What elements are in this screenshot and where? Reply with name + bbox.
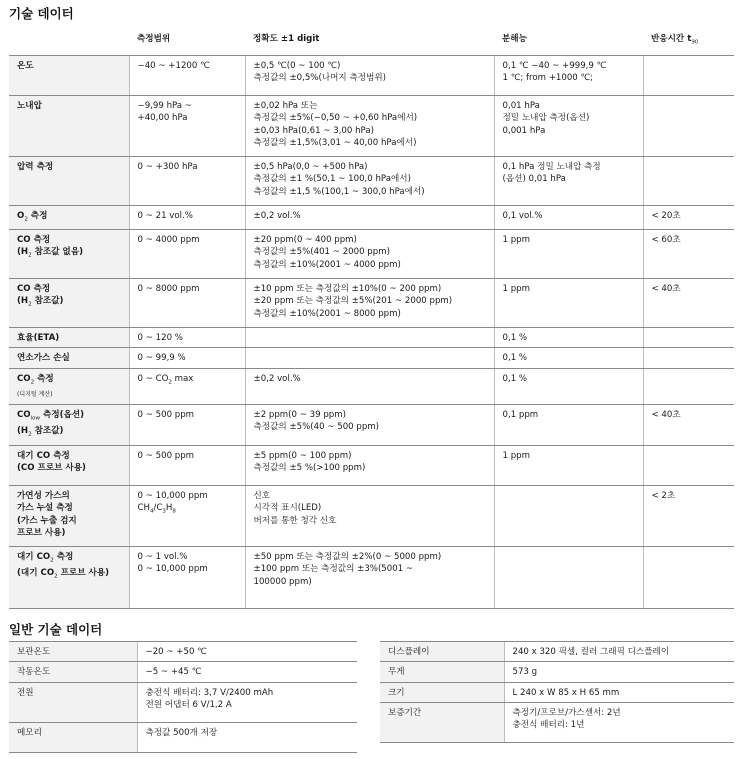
row-response [643,328,734,348]
row-label: 가연성 가스의 가스 누설 측정 (가스 누출 검지 프로브 사용) [9,485,129,546]
row-resolution [494,485,643,546]
row-accuracy: ±0,2 vol.% [245,206,494,230]
row-resolution: 0,01 hPa 정밀 노내압 측정(옵션) 0,001 hPa [494,96,643,157]
section-title-general-data: 일반 기술 데이터 [9,622,103,637]
row-label: $CO_{low}$ 측정(옵션) ($H_2$ 참조값) [9,404,129,445]
row-accuracy: ±0,5 ℃(0 ~ 100 ℃) 측정값의 ±0,5%(나머지 측정범위) [245,56,494,96]
row-accuracy: ±10 ppm 또는 측정값의 ±10%(0 ~ 200 ppm) ±20 ppm 또는 측정값의 ±5%(201 ~ 2000 ppm) 측정값의 ±10%(2001 ~ 8000 ppm) [245,279,494,328]
row-response [643,96,734,157]
row-response [643,368,734,404]
row-accuracy: ±0,2 vol.% [245,368,494,404]
table-row [9,445,734,485]
general-label: 보증기간 [380,702,504,742]
row-range: 0 ~ 21 vol.% [129,206,245,230]
table-row [380,682,734,702]
general-label: 보관온도 [9,642,137,662]
row-range: 0 ~ $CO_2$ max [129,368,245,404]
header-blank [9,27,129,56]
row-resolution: 0,1 ℃ −40 ~ +999,9 ℃ 1 ℃; from +1000 ℃; [494,56,643,96]
general-value: 240 x 320 픽셀, 컬러 그래픽 디스플레이 [504,642,734,662]
row-resolution [494,546,643,608]
table-row [380,662,734,682]
general-value: −5 ~ +45 ℃ [137,662,357,682]
row-resolution: 0,1 % [494,328,643,348]
table-row [9,328,734,348]
row-accuracy: 신호 시각적 표시(LED) 버저를 통한 청각 신호 [245,485,494,546]
row-label: 연소가스 손실 [9,348,129,368]
row-accuracy: ±50 ppm 또는 측정값의 ±2%(0 ~ 5000 ppm) ±100 ppm 또는 측정값의 ±3%(5001 ~ 100000 ppm) [245,546,494,608]
header-accuracy: 정확도 ±1 digit [245,27,494,56]
row-resolution: 1 ppm [494,279,643,328]
general-data-table-left [9,641,357,753]
table-row [9,157,734,206]
general-label: 크기 [380,682,504,702]
row-range: 0 ~ 120 % [129,328,245,348]
row-label: CO 측정 ($H_2$ 참조값 없음) [9,230,129,279]
row-label: 대기 CO 측정 (CO 프로브 사용) [9,445,129,485]
table-row [9,368,734,404]
row-range: 0 ~ +300 hPa [129,157,245,206]
header-resolution: 분해능 [494,27,643,56]
general-label: 무게 [380,662,504,682]
general-data-table-right [380,641,734,743]
row-accuracy: ±0,5 hPa(0,0 ~ +500 hPa) 측정값의 ±1 %(50,1 ~ 100,0 hPa에서) 측정값의 ±1,5 %(100,1 ~ 300,0 hPa에서) [245,157,494,206]
table-row [9,682,357,722]
row-range: 0 ~ 1 vol.% 0 ~ 10,000 ppm [129,546,245,608]
row-resolution: 0,1 hPa 정밀 노내압 측정 (옵션) 0,01 hPa [494,157,643,206]
general-label: 작동온도 [9,662,137,682]
row-response [643,56,734,96]
table-row [9,348,734,368]
table-row [9,279,734,328]
row-resolution: 0,1 ppm [494,404,643,445]
table-row [9,56,734,96]
row-label: 온도 [9,56,129,96]
table-row [9,642,357,662]
row-label: 대기 $CO_2$ 측정 (대기 $CO_2$ 프로브 사용) [9,546,129,608]
row-resolution: 0,1 % [494,368,643,404]
row-response: < 2초 [643,485,734,546]
row-response: < 20초 [643,206,734,230]
row-accuracy [245,348,494,368]
general-label: 메모리 [9,722,137,752]
row-accuracy: ±20 ppm(0 ~ 400 ppm) 측정값의 ±5%(401 ~ 2000 ppm) 측정값의 ±10%(2001 ~ 4000 ppm) [245,230,494,279]
row-range: 0 ~ 500 ppm [129,404,245,445]
row-label: 노내압 [9,96,129,157]
row-response: < 60초 [643,230,734,279]
table-row [9,662,357,682]
general-value: 측정기/프로브/가스센서: 2년 충전식 배터리: 1년 [504,702,734,742]
table-row [9,404,734,445]
row-resolution: 0,1 % [494,348,643,368]
general-value: L 240 x W 85 x H 65 mm [504,682,734,702]
general-label: 디스플레이 [380,642,504,662]
section-title-technical-data: 기술 데이터 [9,6,74,21]
row-label: $O_2$ 측정 [9,206,129,230]
row-range: −9,99 hPa ~ +40,00 hPa [129,96,245,157]
row-label: CO 측정 ($H_2$ 참조값) [9,279,129,328]
header-response-label: 반응시간 t [651,34,692,44]
table-row [9,230,734,279]
row-label: 압력 측정 [9,157,129,206]
row-accuracy [245,328,494,348]
row-response: < 40초 [643,279,734,328]
row-response [643,157,734,206]
general-value: 573 g [504,662,734,682]
row-resolution: 1 ppm [494,445,643,485]
table-row [380,642,734,662]
table-row [9,485,734,546]
technical-data-table [9,27,734,609]
table-header-row [9,27,734,56]
row-resolution: 0,1 vol.% [494,206,643,230]
table-row [380,702,734,742]
table-row [9,546,734,608]
row-range: 0 ~ 8000 ppm [129,279,245,328]
header-response [643,27,734,56]
row-label: 효율(ETA) [9,328,129,348]
row-range: −40 ~ +1200 ℃ [129,56,245,96]
row-range: 0 ~ 10,000 ppm $CH_4/C_3H_8$ [129,485,245,546]
header-response-sub: 90 [691,39,699,46]
row-response: < 40초 [643,404,734,445]
table-row [9,206,734,230]
table-row [9,722,357,752]
table-row [9,96,734,157]
row-range: 0 ~ 99,9 % [129,348,245,368]
row-range: 0 ~ 500 ppm [129,445,245,485]
row-response [643,546,734,608]
row-accuracy: ±5 ppm(0 ~ 100 ppm) 측정값의 ±5 %(>100 ppm) [245,445,494,485]
general-value: 측정값 500개 저장 [137,722,357,752]
row-resolution: 1 ppm [494,230,643,279]
general-value: 충전식 배터리: 3,7 V/2400 mAh 전원 어댑터 6 V/1,2 A [137,682,357,722]
general-value: −20 ~ +50 ℃ [137,642,357,662]
row-range: 0 ~ 4000 ppm [129,230,245,279]
row-accuracy: ±2 ppm(0 ~ 39 ppm) 측정값의 ±5%(40 ~ 500 ppm) [245,404,494,445]
general-label: 전원 [9,682,137,722]
row-response [643,348,734,368]
header-range: 측정범위 [129,27,245,56]
row-response [643,445,734,485]
row-accuracy: ±0,02 hPa 또는 측정값의 ±5%(−0,50 ~ +0,60 hPa에서) ±0,03 hPa(0,61 ~ 3,00 hPa) 측정값의 ±1,5%(3,01 ~ 40,00 hPa에서) [245,96,494,157]
row-label: $CO_2$ 측정 (디지털 계산) [9,368,129,404]
